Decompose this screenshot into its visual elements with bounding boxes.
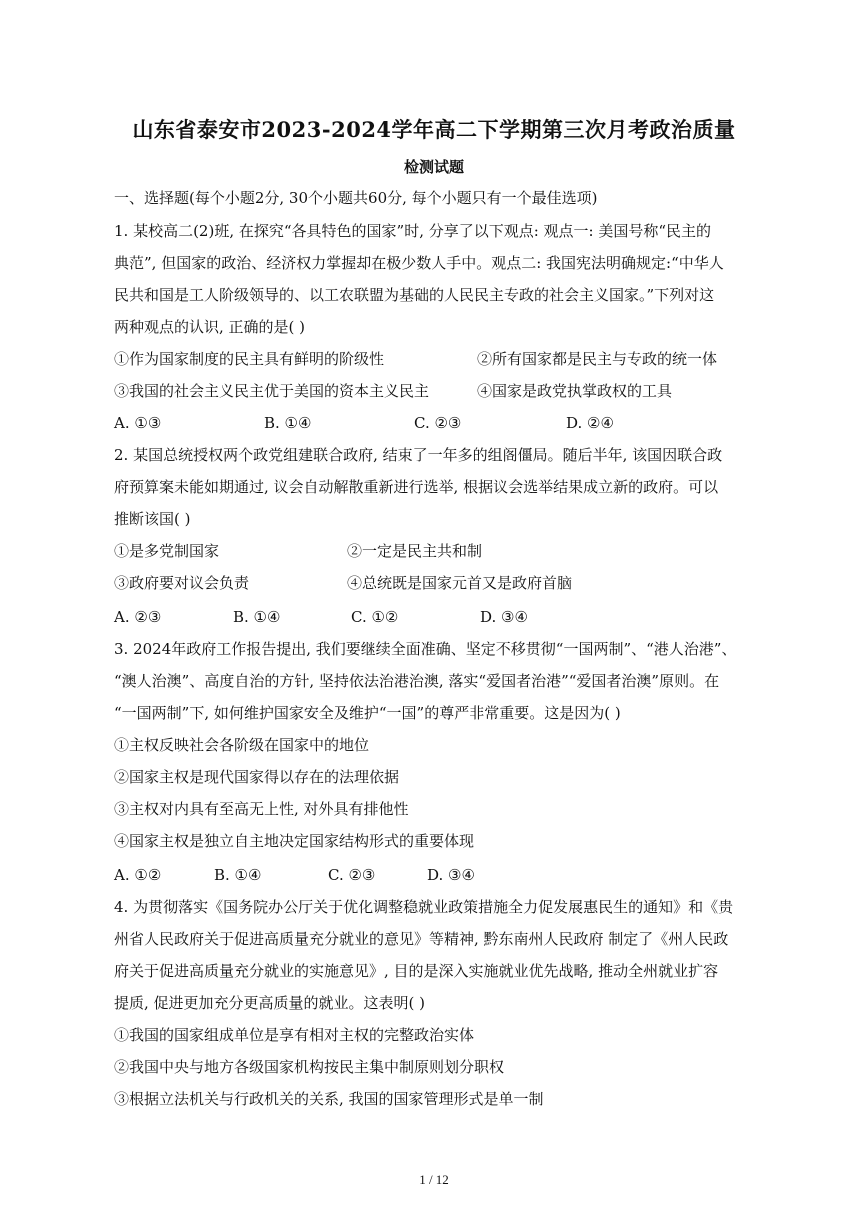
q1-stem-line-4: 两种观点的认识, 正确的是( ) (114, 318, 306, 336)
q3-option-d: D. ③④ (427, 866, 475, 884)
q4-stem-line-4: 提质, 促进更加充分更高质量的就业。这表明( ) (114, 994, 426, 1012)
q1-option-a: A. ①③ (114, 414, 162, 432)
q4-statement-2: ②我国中央与地方各级国家机构按民主集中制原则划分职权 (114, 1058, 505, 1076)
q3-stem-line-2: “澳人治澳”、高度自治的方针, 坚持依法治港治澳, 落实“爱国者治港”“爱国者治澳”原则。在 (114, 672, 720, 690)
exam-subtitle: 检测试题 (403, 158, 464, 176)
q2-stem-line-3: 推断该国( ) (114, 510, 191, 528)
q4-stem-line-2: 州省人民政府关于促进高质量充分就业的意见》等精神, 黔东南州人民政府 制定了《州人民政 (114, 930, 729, 948)
q1-statement-3: ③我国的社会主义民主优于美国的资本主义民主 (114, 382, 430, 400)
q3-stem-line-3: “一国两制”下, 如何维护国家安全及维护“一国”的尊严非常重要。这是因为( ) (114, 704, 621, 722)
q3-statement-2: ②国家主权是现代国家得以存在的法理依据 (114, 768, 400, 786)
q1-stem-line-3: 民共和国是工人阶级领导的、以工农联盟为基础的人民民主专政的社会主义国家。”下列对这 (114, 286, 715, 304)
q1-statement-1: ①作为国家制度的民主具有鲜明的阶级性 (114, 350, 385, 368)
q1-option-c: C. ②③ (414, 414, 462, 432)
q2-option-b: B. ①④ (233, 608, 281, 626)
q1-statement-4: ④国家是政党执掌政权的工具 (477, 382, 673, 400)
q4-statement-1: ①我国的国家组成单位是享有相对主权的完整政治实体 (114, 1026, 475, 1044)
q2-option-d: D. ③④ (480, 608, 528, 626)
q2-stem-line-1: 2. 某国总统授权两个政党组建联合政府, 结束了一年多的组阁僵局。随后半年, 该国因联合政 (114, 446, 723, 464)
q3-statement-4: ④国家主权是独立自主地决定国家结构形式的重要体现 (114, 832, 475, 850)
q2-option-c: C. ①② (351, 608, 399, 626)
q1-stem-line-1: 1. 某校高二(2)班, 在探究“各具特色的国家”时, 分享了以下观点: 观点一: 美国号称“民主的 (114, 222, 712, 240)
q2-stem-line-2: 府预算案未能如期通过, 议会自动解散重新进行选举, 根据议会选举结果成立新的政府。可以 (114, 478, 719, 496)
q2-statement-4: ④总统既是国家元首又是政府首脑 (347, 574, 573, 592)
q1-stem-line-2: 典范”, 但国家的政治、经济权力掌握却在极少数人手中。观点二: 我国宪法明确规定:“中华人 (114, 254, 724, 272)
q1-option-b: B. ①④ (264, 414, 312, 432)
exam-title: 山东省泰安市2023-2024学年高二下学期第三次月考政治质量 (132, 117, 736, 142)
page-number: 1 / 12 (419, 1172, 449, 1187)
q2-statement-2: ②一定是民主共和制 (347, 542, 483, 560)
q3-statement-1: ①主权反映社会各阶级在国家中的地位 (114, 736, 370, 754)
q1-statement-2: ②所有国家都是民主与专政的统一体 (477, 350, 718, 368)
q4-statement-3: ③根据立法机关与行政机关的关系, 我国的国家管理形式是单一制 (114, 1090, 544, 1108)
q3-option-b: B. ①④ (214, 866, 262, 884)
q3-statement-3: ③主权对内具有至高无上性, 对外具有排他性 (114, 800, 409, 818)
q4-stem-line-1: 4. 为贯彻落实《国务院办公厅关于优化调整稳就业政策措施全力促发展惠民生的通知》和《贵 (114, 898, 734, 916)
q2-statement-3: ③政府要对议会负责 (114, 574, 250, 592)
q2-option-a: A. ②③ (114, 608, 162, 626)
q1-option-d: D. ②④ (566, 414, 614, 432)
q3-option-a: A. ①② (114, 866, 162, 884)
q3-stem-line-1: 3. 2024年政府工作报告提出, 我们要继续全面准确、坚定不移贯彻“一国两制”、“港人治港”、 (114, 640, 737, 658)
q2-statement-1: ①是多党制国家 (114, 542, 220, 560)
q3-option-c: C. ②③ (328, 866, 376, 884)
section-heading: 一、选择题(每个小题2分, 30个小题共60分, 每个小题只有一个最佳选项) (114, 189, 598, 207)
q4-stem-line-3: 府关于促进高质量充分就业的实施意见》, 目的是深入实施就业优先战略, 推动全州就业扩容 (114, 962, 719, 980)
